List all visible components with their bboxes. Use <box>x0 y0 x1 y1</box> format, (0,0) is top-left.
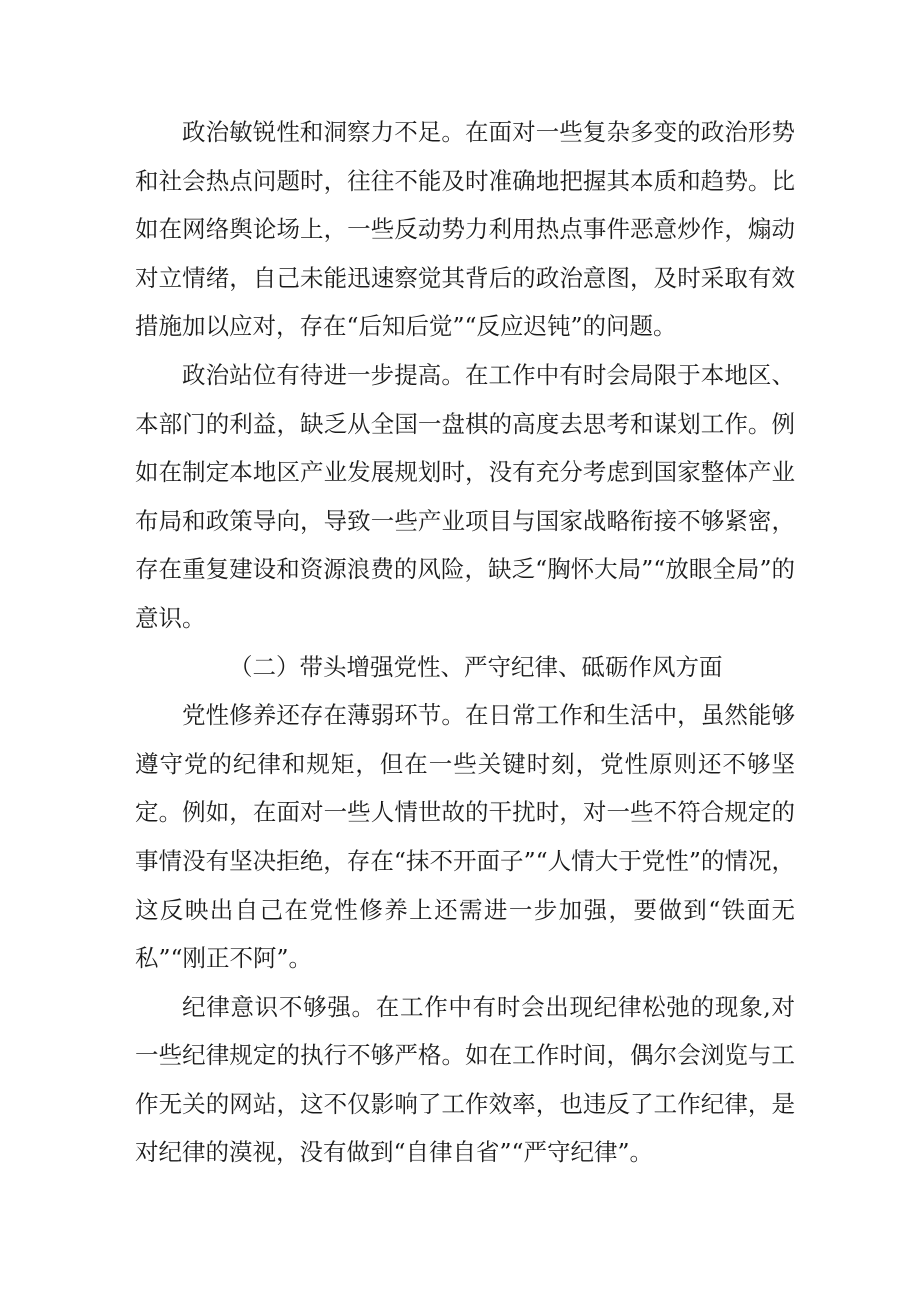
paragraph-discipline: 纪律意识不够强。在工作中有时会出现纪律松弛的现象,对一些纪律规定的执行不够严格。如在工作时间，偶尔会浏览与工作无关的网站，这不仅影响了工作效率，也违反了工作纪律，是对纪律的漠视，没有做到“自律自省”“严守纪律”。 <box>135 992 795 1167</box>
paragraph-political-stance: 政治站位有待进一步提高。在工作中有时会局限于本地区、本部门的利益，缺乏从全国一盘棋的高度去思考和谋划工作。例如在制定本地区产业发展规划时，没有充分考虑到国家整体产业布局和政策导向，导致一些产业项目与国家战略衔接不够紧密，存在重复建设和资源浪费的风险，缺乏“胸怀大局”“放眼全局”的意识。 <box>135 360 795 632</box>
paragraph-party-spirit: 党性修养还存在薄弱环节。在日常工作和生活中，虽然能够遵守党的纪律和规矩，但在一些关键时刻，党性原则还不够坚定。例如，在面对一些人情世故的干扰时，对一些不符合规定的事情没有坚决拒绝，存在“抹不开面子”“人情大于党性”的情况，这反映出自己在党性修养上还需进一步加强，要做到“铁面无私”“刚正不阿”。 <box>135 701 795 973</box>
section-heading: （二）带头增强党性、严守纪律、砥砺作风方面 <box>229 652 723 681</box>
paragraph-political-sensitivity: 政治敏锐性和洞察力不足。在面对一些复杂多变的政治形势和社会热点问题时，往往不能及时准确地把握其本质和趋势。比如在网络舆论场上，一些反动势力利用热点事件恶意炒作，煽动对立情绪，自己未能迅速察觉其背后的政治意图，及时采取有效措施加以应对，存在“后知后觉”“反应迟钝”的问题。 <box>135 118 795 341</box>
document-body <box>135 108 795 1177</box>
